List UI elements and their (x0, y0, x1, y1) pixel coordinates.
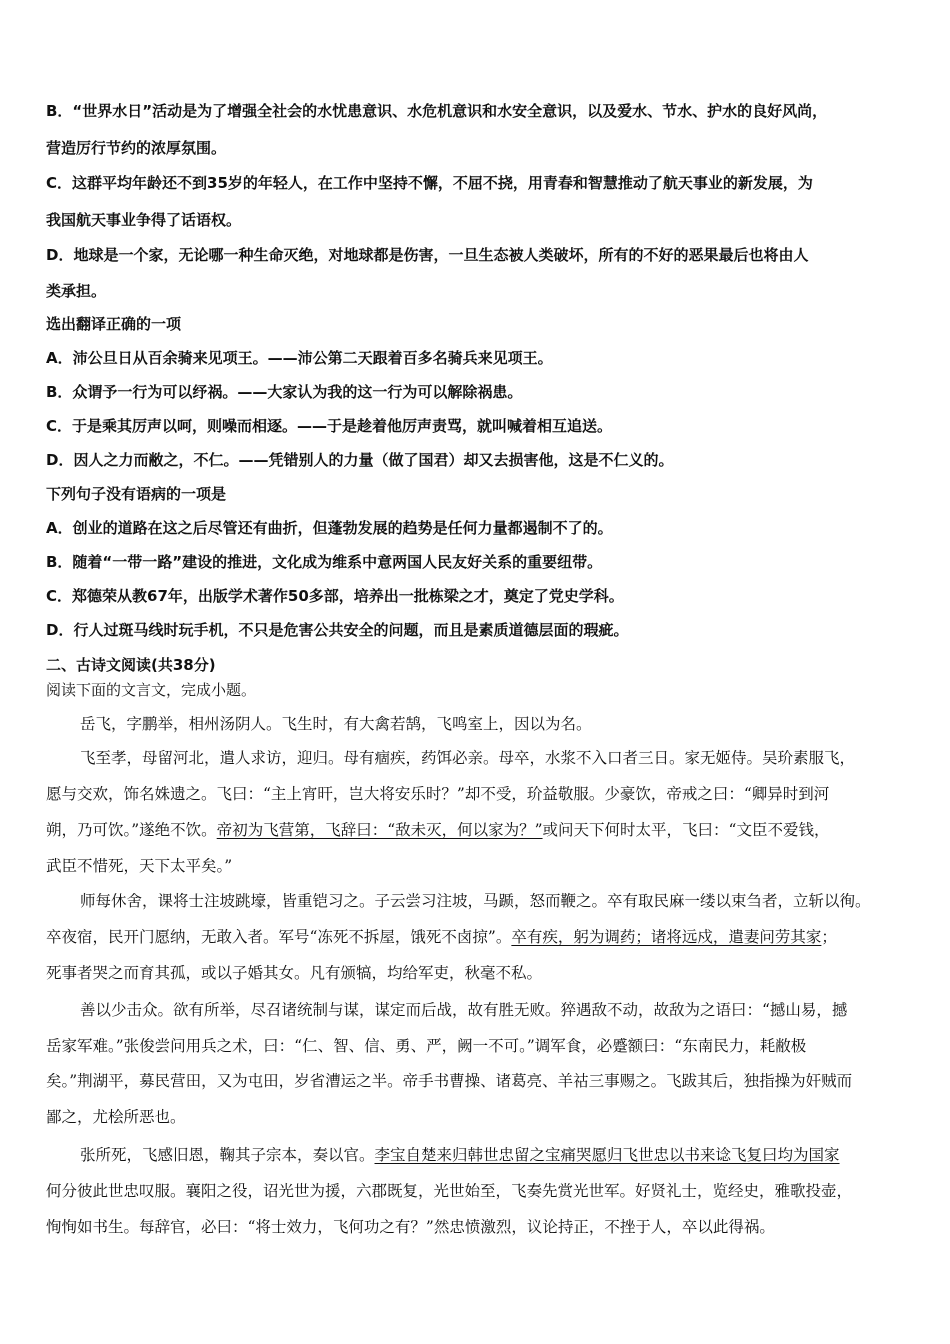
translate-question-stem: 选出翻译正确的一项 (46, 315, 182, 333)
passage-para5-line2: 何分彼此世忠叹服。襄阳之役，诏光世为援，六郡既复，光世始至，飞奏先赏光世军。好贤礼士，览经史，雅歌投壶， (46, 1182, 853, 1200)
q-prev-option-b-line1: B．“世界水日”活动是为了增强全社会的水忧患意识、水危机意识和水安全意识，以及爱水、节水、护水的良好风尚， (46, 102, 828, 120)
translate-option-a: A．沛公旦日从百余骑来见项王。——沛公第二天跟着百多名骑兵来见项王。 (46, 349, 553, 367)
passage-text: ； (821, 928, 837, 946)
q-prev-option-c-line2: 我国航天事业争得了话语权。 (46, 211, 242, 229)
q-prev-option-b-line2: 营造厉行节约的浓厚氛围。 (46, 139, 227, 157)
passage-para3-line1: 师每休舍，课将士注坡跳壕，皆重铠习之。子云尝习注坡，马踬，怒而鞭之。卒有取民麻一缕以束刍者，立斩以徇。 (80, 892, 871, 910)
passage-para2-line1: 飞至孝，母留河北，遣人求访，迎归。母有痼疾，药饵必亲。母卒，水浆不入口者三日。家无姬侍。吴玠素服飞， (80, 749, 856, 767)
translate-option-b: B．众谓予一行为可以纾祸。——大家认为我的这一行为可以解除祸患。 (46, 383, 523, 401)
q-prev-option-d-line1: D．地球是一个家，无论哪一种生命灭绝，对地球都是伤害，一旦生态被人类破坏，所有的不好的恶果最后也将由人 (46, 246, 809, 264)
passage-para4-line1: 善以少击众。欲有所举，尽召诸统制与谋，谋定而后战，故有胜无败。猝遇敌不动，故敌为之语曰：“撼山易，撼 (80, 1001, 848, 1019)
underlined-sentence: 帝初为飞营第，飞辞曰：“敌未灭，何以家为？” (216, 821, 543, 839)
passage-text: 或问天下何时太平，飞曰：“文臣不爱钱， (542, 821, 830, 839)
passage-para5-line3: 恂恂如书生。每辞官，必曰：“将士效力，飞何功之有？”然忠愤激烈，议论持正，不挫于人，卒以此得祸。 (46, 1218, 775, 1236)
section-instruction: 阅读下面的文言文，完成小题。 (46, 681, 257, 699)
underlined-sentence: 李宝自楚来归韩世忠留之宝痛哭愿归飞世忠以书来谂飞复曰均为国家 (374, 1146, 840, 1164)
passage-text: 张所死，飞感旧恩，鞠其子宗本，奏以官。 (80, 1146, 375, 1164)
passage-para2-line4: 武臣不惜死，天下太平矣。” (46, 857, 233, 875)
q-prev-option-c-line1: C．这群平均年龄还不到35岁的年轻人，在工作中坚持不懈，不屈不挠，用青春和智慧推动了航天事业的新发展，为 (46, 174, 813, 192)
passage-para2-line2: 愿与交欢，饰名姝遗之。飞曰：“主上宵旰，岂大将安乐时？”却不受，玠益敬服。少豪饮，帝戒之曰：“卿异时到河 (46, 785, 830, 803)
sentence-option-b: B．随着“一带一路”建设的推进，文化成为维系中意两国人民友好关系的重要纽带。 (46, 553, 603, 571)
q-prev-option-d-line2: 类承担。 (46, 282, 107, 300)
passage-para4-line4: 鄙之，尤桧所恶也。 (46, 1108, 186, 1126)
passage-para3-line3: 死事者哭之而育其孤，或以子婚其女。凡有颁犒，均给军吏，秋毫不私。 (46, 964, 543, 982)
passage-para1: 岳飞，字鹏举，相州汤阴人。飞生时，有大禽若鹄，飞鸣室上，因以为名。 (80, 715, 592, 733)
translate-option-c: C．于是乘其厉声以呵，则噪而相逐。——于是趁着他厉声责骂，就叫喊着相互追送。 (46, 417, 613, 435)
underlined-sentence: 卒有疾，躬为调药；诸将远戍，遣妻问劳其家 (511, 928, 822, 946)
passage-para4-line2: 岳家军难。”张俊尝问用兵之术，曰：“仁、智、信、勇、严，阙一不可。”调军食，必蹙额曰：“东南民力，耗敝极 (46, 1037, 807, 1055)
sentence-option-c: C．郑德荣从教67年，出版学术著作50多部，培养出一批栋梁之才，奠定了党史学科。 (46, 587, 624, 605)
passage-para2-line3 (46, 820, 916, 840)
sentence-option-a: A．创业的道路在这之后尽管还有曲折，但蓬勃发展的趋势是任何力量都遏制不了的。 (46, 519, 613, 537)
passage-text: 卒夜宿，民开门愿纳，无敢入者。军号“冻死不拆屋，饿死不卤掠”。 (46, 928, 512, 946)
sentence-option-d: D．行人过斑马线时玩手机，不只是危害公共安全的问题，而且是素质道德层面的瑕疵。 (46, 621, 629, 639)
passage-para5-line1 (80, 1145, 916, 1165)
passage-para3-line2 (46, 927, 916, 947)
passage-para4-line3: 矣。”荆湖平，募民营田，又为屯田，岁省漕运之半。帝手书曹操、诸葛亮、羊祜三事赐之。飞跋其后，独指操为奸贼而 (46, 1072, 853, 1090)
section-heading: 二、古诗文阅读(共38分) (46, 656, 216, 674)
sentence-question-stem: 下列句子没有语病的一项是 (46, 485, 227, 503)
translate-option-d: D．因人之力而敝之，不仁。——凭错别人的力量（做了国君）却又去损害他，这是不仁义的。 (46, 451, 674, 469)
passage-text: 朔，乃可饮。”遂绝不饮。 (46, 821, 217, 839)
